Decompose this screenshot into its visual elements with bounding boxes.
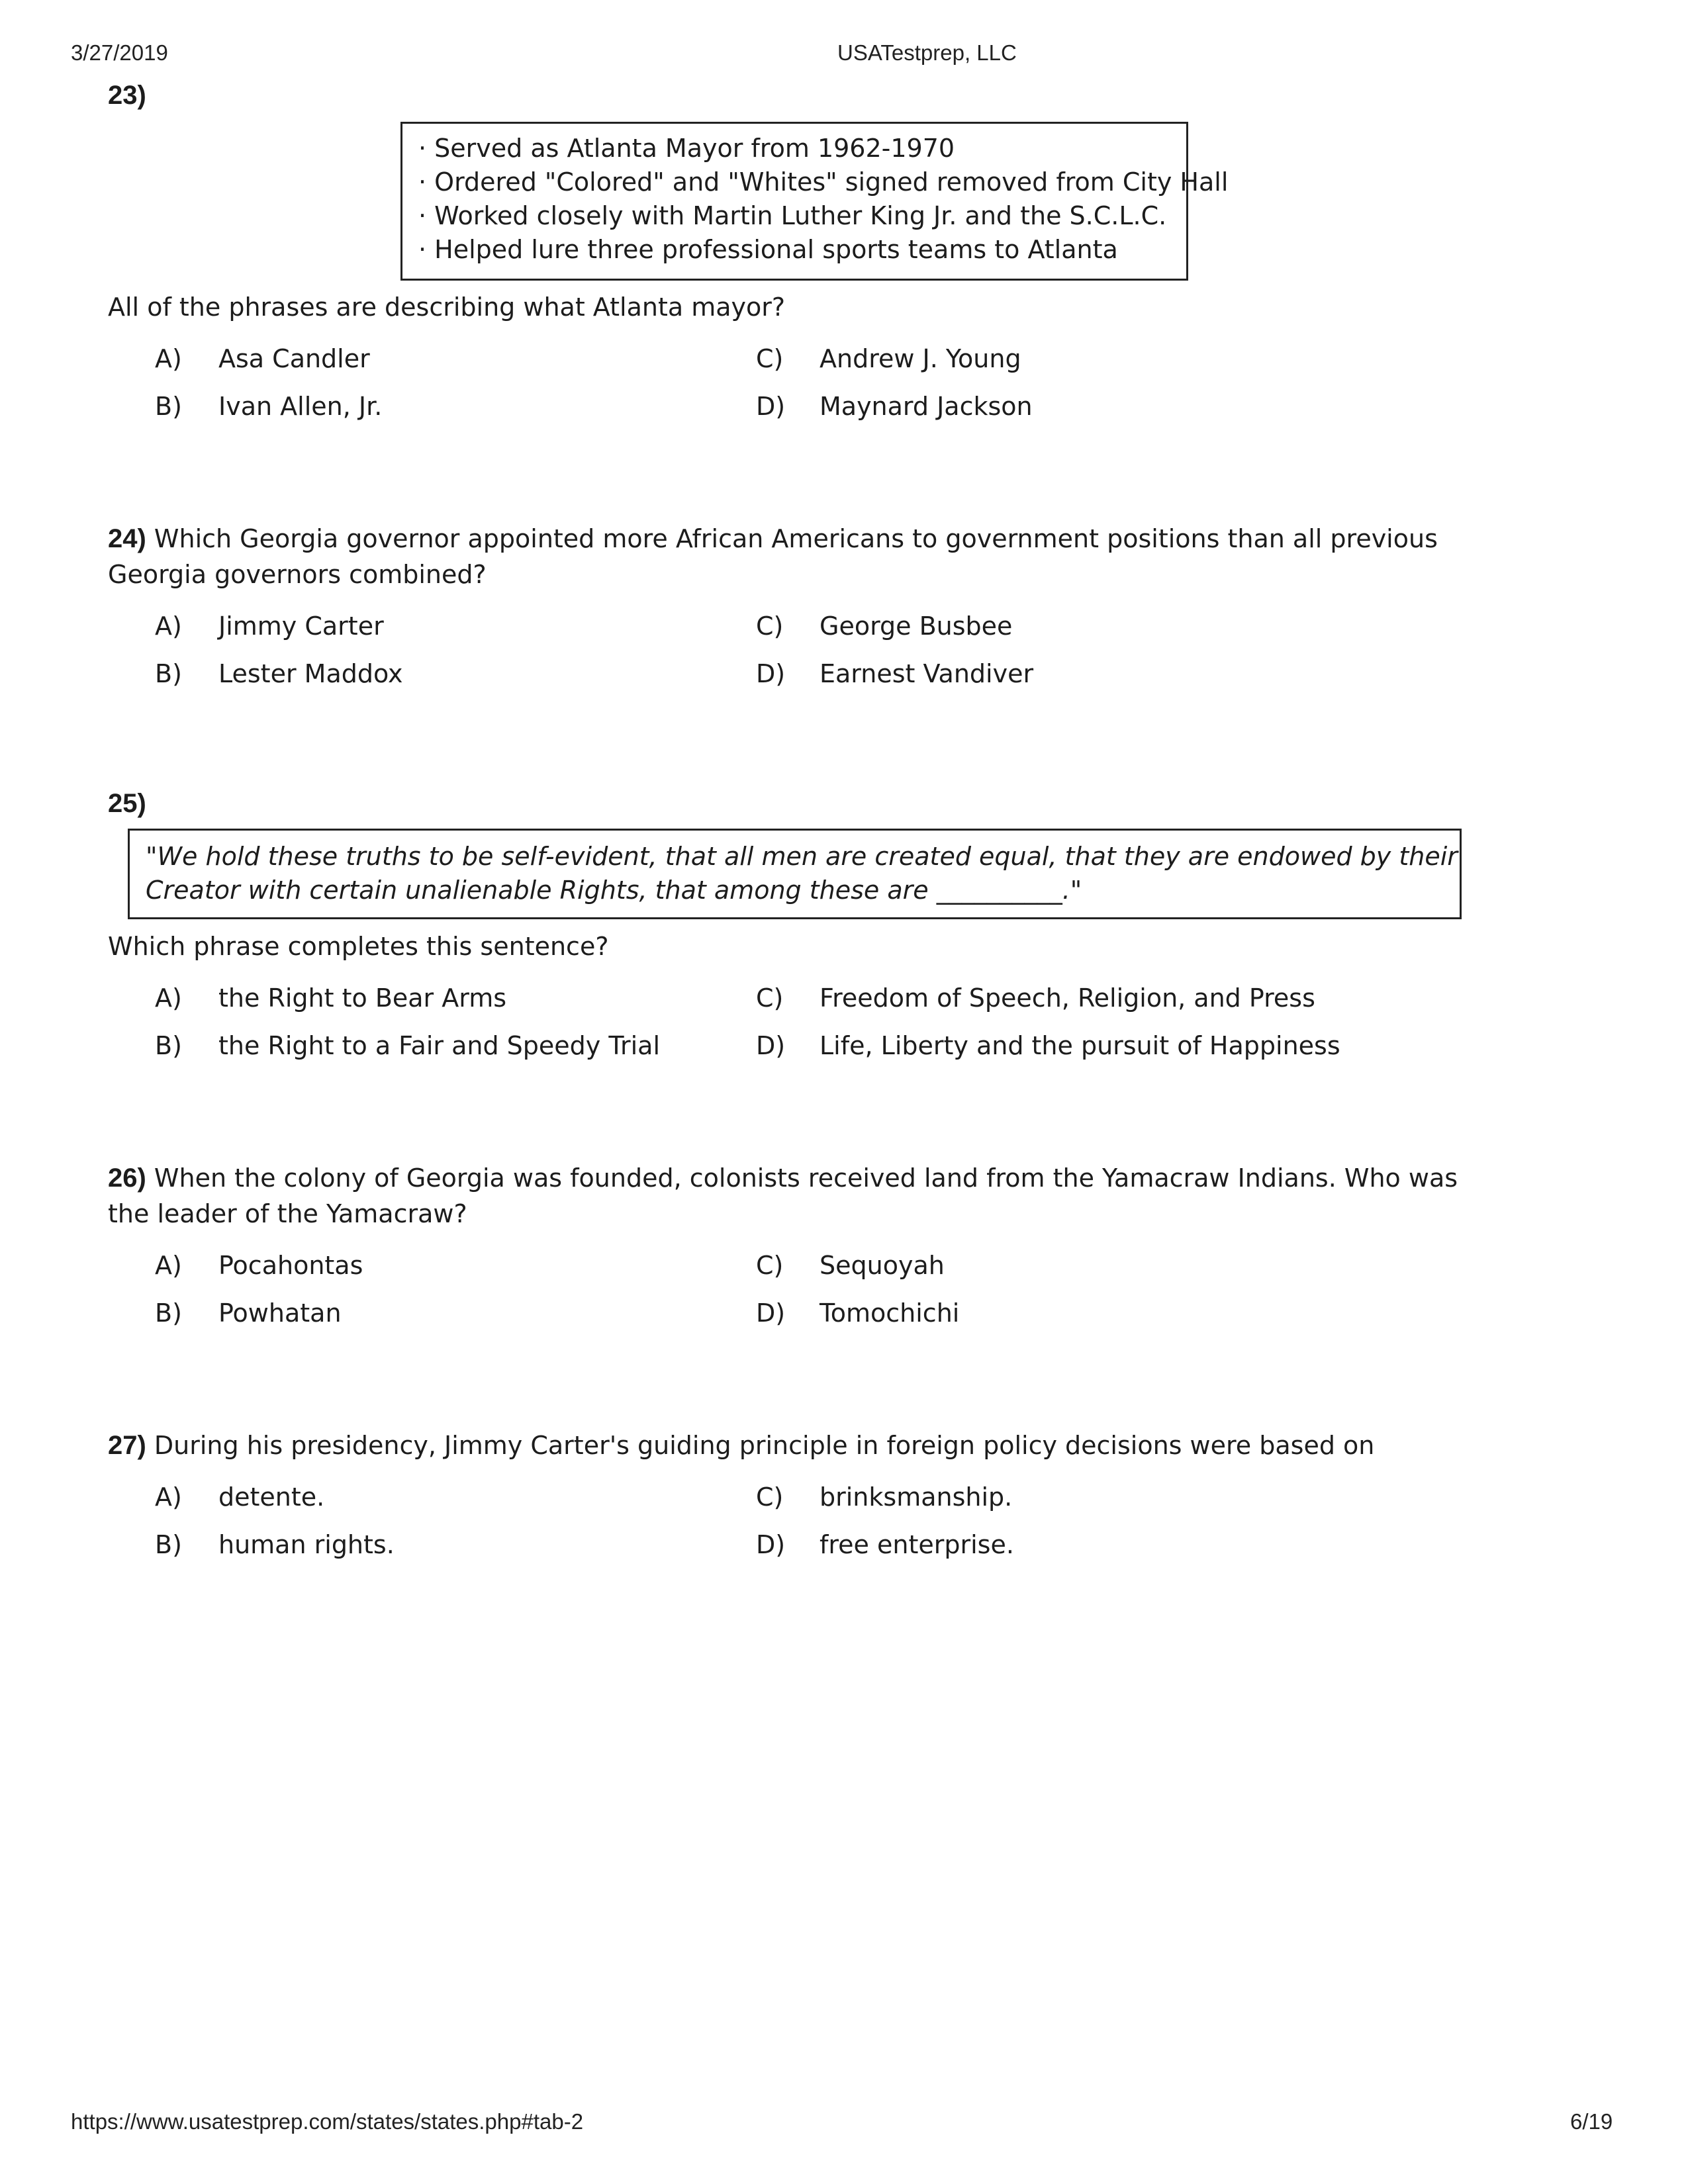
choice-text: detente. [218, 1482, 325, 1512]
question-number: 25) [108, 789, 146, 818]
question-number: 27) [108, 1431, 146, 1460]
choice-letter: D) [756, 1530, 786, 1559]
question-text: All of the phrases are describing what Atlanta mayor? [108, 293, 786, 322]
question-text: During his presidency, Jimmy Carter's guiding principle in foreign policy decisions were based on [154, 1431, 1375, 1460]
choice-letter: D) [756, 392, 786, 421]
question-block [108, 521, 1498, 592]
print-site-title: USATestprep, LLC [837, 40, 1017, 65]
question-text: Which phrase completes this sentence? [108, 932, 609, 961]
print-date: 3/27/2019 [71, 40, 168, 65]
clue-line: · Served as Atlanta Mayor from 1962-1970 [418, 134, 955, 163]
choice-text: Life, Liberty and the pursuit of Happiness [820, 1031, 1340, 1060]
choice-text: Powhatan [218, 1298, 342, 1328]
choice-letter: B) [155, 659, 182, 688]
question-block [108, 1428, 1498, 1463]
choice-text: Freedom of Speech, Religion, and Press [820, 983, 1315, 1013]
choice-letter: D) [756, 1031, 786, 1060]
quote-text: "We hold these truths to be self-evident, that all men are created equal, that they are endowed by their Creator with certain unalienable Rights, that among these are __________." [146, 842, 1458, 905]
choice-text: Pocahontas [218, 1251, 363, 1280]
print-url: https://www.usatestprep.com/states/states.php#tab-2 [71, 2109, 584, 2134]
choice-text: Asa Candler [218, 344, 370, 373]
question-block [108, 1160, 1498, 1232]
choice-text: the Right to Bear Arms [218, 983, 507, 1013]
choice-letter: A) [155, 983, 182, 1013]
choice-text: Sequoyah [820, 1251, 945, 1280]
choice-letter: C) [756, 344, 784, 373]
choice-letter: D) [756, 1298, 786, 1328]
clue-line: · Helped lure three professional sports teams to Atlanta [418, 235, 1118, 264]
choice-text: human rights. [218, 1530, 395, 1559]
choice-text: Andrew J. Young [820, 344, 1021, 373]
choice-text: Maynard Jackson [820, 392, 1033, 421]
choice-letter: C) [756, 612, 784, 641]
choice-text: George Busbee [820, 612, 1013, 641]
question-number: 26) [108, 1163, 146, 1193]
choice-text: Jimmy Carter [218, 612, 384, 641]
choice-text: Earnest Vandiver [820, 659, 1034, 688]
choice-letter: C) [756, 983, 784, 1013]
choice-text: the Right to a Fair and Speedy Trial [218, 1031, 661, 1060]
choice-letter: A) [155, 344, 182, 373]
choice-text: Ivan Allen, Jr. [218, 392, 383, 421]
choice-letter: B) [155, 392, 182, 421]
choice-text: free enterprise. [820, 1530, 1014, 1559]
choice-letter: C) [756, 1251, 784, 1280]
question-text: Which Georgia governor appointed more African Americans to government positions than all previous Georgia governors combined? [108, 524, 1438, 589]
choice-letter: A) [155, 612, 182, 641]
choice-letter: D) [756, 659, 786, 688]
choice-text: Tomochichi [820, 1298, 960, 1328]
choice-letter: B) [155, 1298, 182, 1328]
choice-letter: B) [155, 1530, 182, 1559]
question-number: 23) [108, 81, 146, 110]
question-number: 24) [108, 524, 146, 553]
choice-letter: C) [756, 1482, 784, 1512]
page-number: 6/19 [1570, 2109, 1613, 2134]
clue-box [400, 122, 1229, 281]
choice-letter: B) [155, 1031, 182, 1060]
choice-text: Lester Maddox [218, 659, 403, 688]
choice-text: brinksmanship. [820, 1482, 1013, 1512]
question-text: When the colony of Georgia was founded, colonists received land from the Yamacraw Indians. Who was the leader of the Yamacraw? [108, 1163, 1458, 1228]
choice-letter: A) [155, 1251, 182, 1280]
clue-line: · Ordered "Colored" and "Whites" signed removed from City Hall [418, 167, 1229, 197]
clue-line: · Worked closely with Martin Luther King Jr. and the S.C.L.C. [418, 201, 1167, 230]
choice-letter: A) [155, 1482, 182, 1512]
quote-box [128, 829, 1462, 919]
